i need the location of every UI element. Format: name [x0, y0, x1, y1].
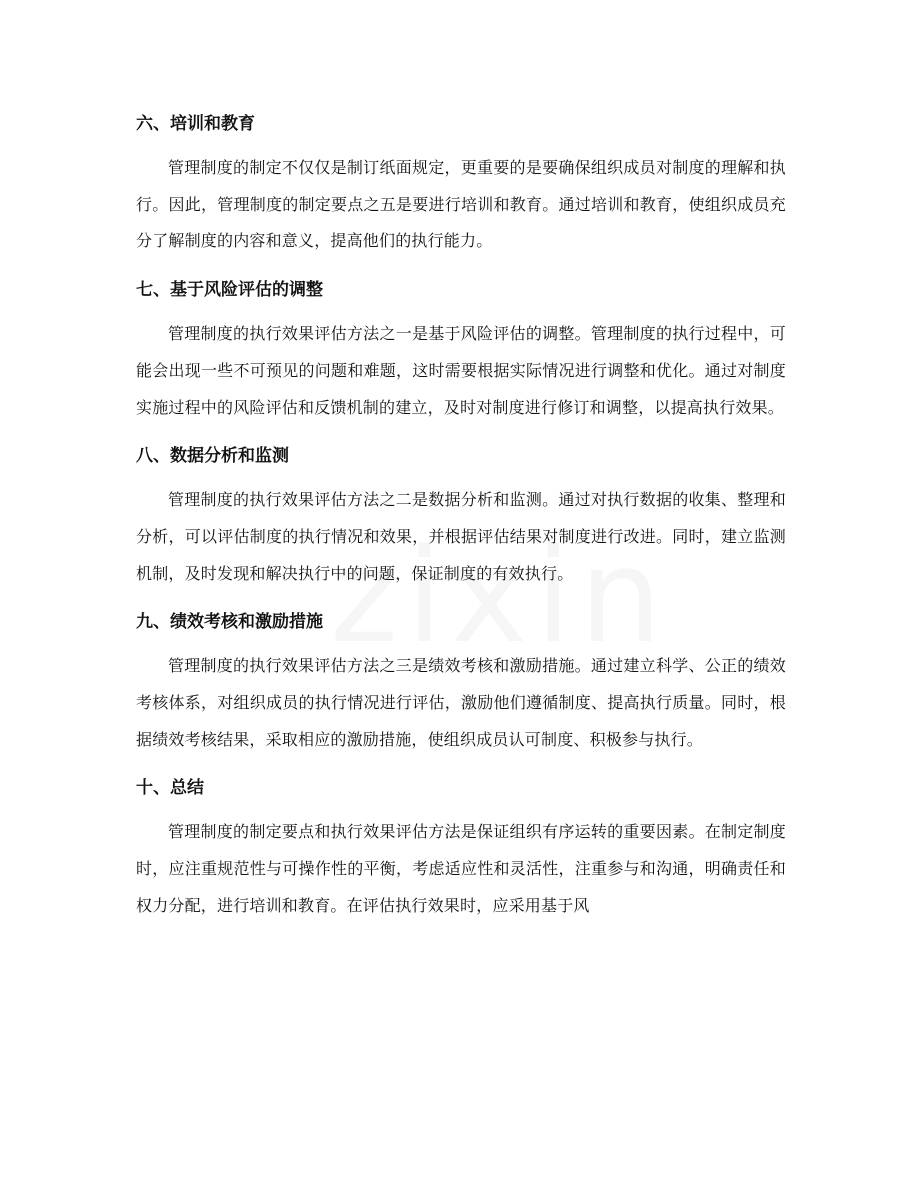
document-body: [136, 104, 786, 935]
section-paragraph: 管理制度的制定不仅仅是制订纸面规定，更重要的是要确保组织成员对制度的理解和执行。因此，管理制度的制定要点之五是要进行培训和教育。通过培训和教育，使组织成员充分了解制度的内容和意义，提高他们的执行能力。: [136, 158, 786, 251]
section-heading: 七、基于风险评估的调整: [136, 280, 323, 301]
section-paragraph: 管理制度的执行效果评估方法之二是数据分析和监测。通过对执行数据的收集、整理和分析，可以评估制度的执行情况和效果，并根据评估结果对制度进行改进。同时，建立监测机制，及时发现和解决执行中的问题，保证制度的有效执行。: [136, 490, 786, 583]
section-heading: 十、总结: [136, 778, 204, 799]
section-data-analysis: [136, 436, 786, 592]
section-heading: 九、绩效考核和激励措施: [136, 612, 323, 633]
section-training: [136, 104, 786, 260]
section-risk-adjustment: [136, 270, 786, 426]
section-paragraph: 管理制度的执行效果评估方法之一是基于风险评估的调整。管理制度的执行过程中，可能会出现一些不可预见的问题和难题，这时需要根据实际情况进行调整和优化。通过对制度实施过程中的风险评估和反馈机制的建立，及时对制度进行修订和调整，以提高执行效果。: [136, 324, 786, 417]
section-heading: 六、培训和教育: [136, 114, 255, 134]
section-paragraph: 管理制度的执行效果评估方法之三是绩效考核和激励措施。通过建立科学、公正的绩效考核体系，对组织成员的执行情况进行评估，激励他们遵循制度、提高执行质量。同时，根据绩效考核结果，采取相应的激励措施，使组织成员认可制度、积极参与执行。: [136, 656, 786, 749]
section-performance: [136, 602, 786, 758]
section-paragraph: 管理制度的制定要点和执行效果评估方法是保证组织有序运转的重要因素。在制定制度时，应注重规范性与可操作性的平衡，考虑适应性和灵活性，注重参与和沟通，明确责任和权力分配，进行培训和教育。在评估执行效果时，应采用基于风: [136, 822, 786, 915]
section-summary: [136, 768, 786, 924]
section-heading: 八、数据分析和监测: [136, 446, 289, 467]
